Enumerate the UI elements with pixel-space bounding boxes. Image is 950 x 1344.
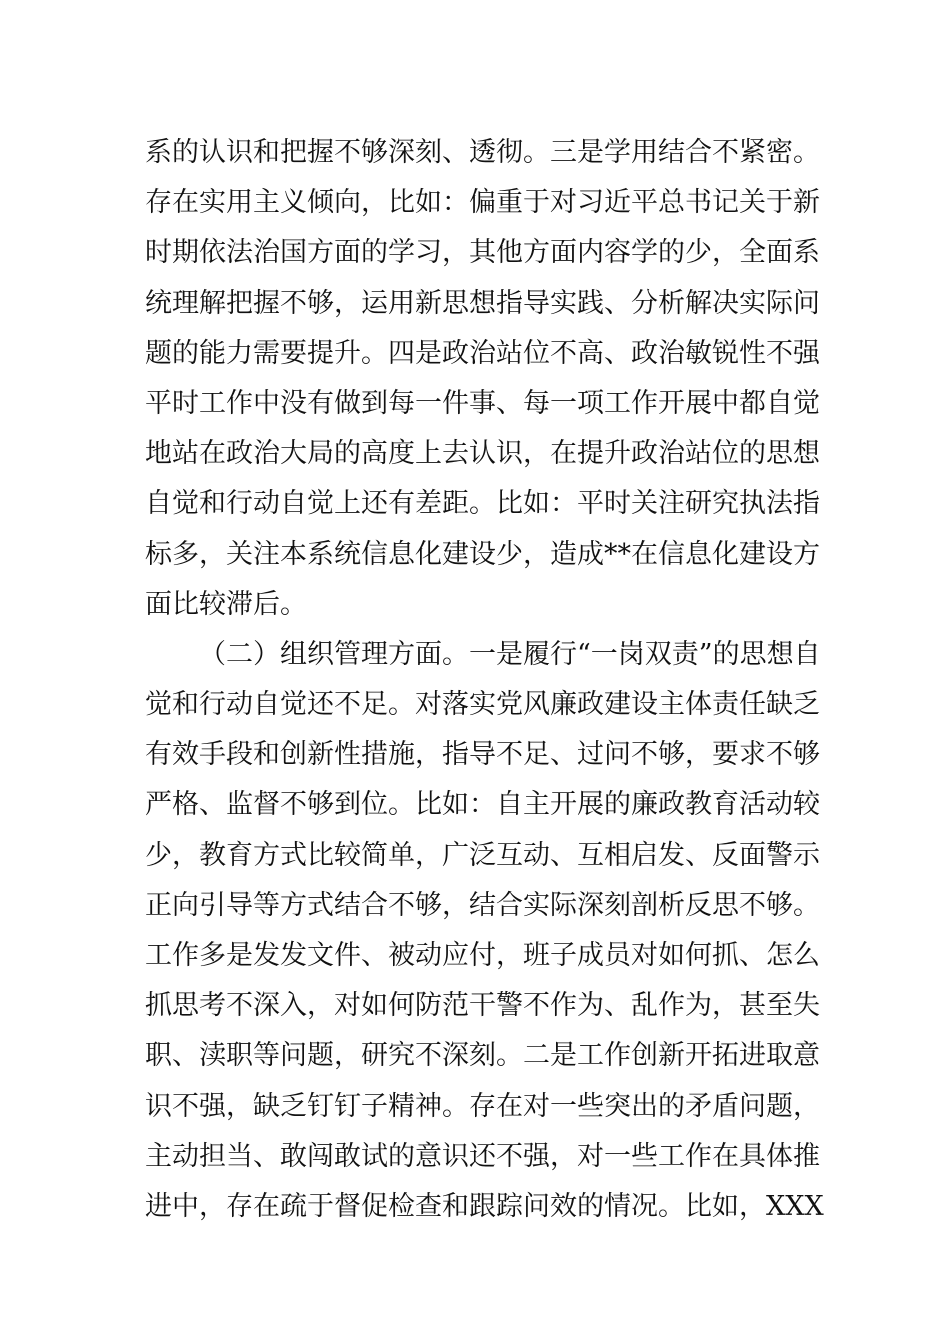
text-line: 题的能力需要提升。四是政治站位不高、政治敏锐性不强 (145, 337, 820, 369)
body-text (145, 128, 824, 1232)
section-heading-line: （二）组织管理方面。一是履行“一岗双责”的思想自 (199, 638, 821, 670)
text-line: 时期依法治国方面的学习，其他方面内容学的少，全面系 (145, 237, 820, 269)
text-line: 存在实用主义倾向，比如：偏重于对习近平总书记关于新 (145, 187, 820, 219)
paragraph-end-line: 面比较滞后。 (145, 588, 307, 620)
text-line: 觉和行动自觉还不足。对落实党风廉政建设主体责任缺乏 (145, 689, 820, 721)
text-line: 统理解把握不够，运用新思想指导实践、分析解决实际问 (145, 287, 820, 319)
text-line: 系的认识和把握不够深刻、透彻。三是学用结合不紧密。 (145, 137, 820, 168)
text-line: 标多，关注本系统信息化建设少，造成**在信息化建设方 (145, 538, 820, 570)
text-line: 自觉和行动自觉上还有差距。比如：平时关注研究执法指 (145, 488, 820, 520)
text-line: 地站在政治大局的高度上去认识，在提升政治站位的思想 (145, 438, 820, 470)
text-line: 进中，存在疏于督促检查和跟踪问效的情况。比如，XXX (145, 1190, 824, 1222)
text-line: 抓思考不深入，对如何防范干警不作为、乱作为，甚至失 (145, 990, 820, 1022)
text-line: 主动担当、敢闯敢试的意识还不强，对一些工作在具体推 (145, 1140, 820, 1172)
text-line: 严格、监督不够到位。比如：自主开展的廉政教育活动较 (145, 789, 820, 821)
text-line: 职、渎职等问题，研究不深刻。二是工作创新开拓进取意 (145, 1040, 820, 1072)
text-line: 工作多是发发文件、被动应付，班子成员对如何抓、怎么 (145, 940, 820, 971)
text-line: 平时工作中没有做到每一件事、每一项工作开展中都自觉 (145, 387, 820, 419)
text-line: 识不强，缺乏钉钉子精神。存在对一些突出的矛盾问题， (145, 1090, 820, 1122)
text-line: 少，教育方式比较简单，广泛互动、互相启发、反面警示 (145, 839, 820, 871)
text-line: 正向引导等方式结合不够，结合实际深刻剖析反思不够。 (145, 889, 820, 921)
text-line: 有效手段和创新性措施，指导不足、过问不够，要求不够 (145, 739, 820, 771)
